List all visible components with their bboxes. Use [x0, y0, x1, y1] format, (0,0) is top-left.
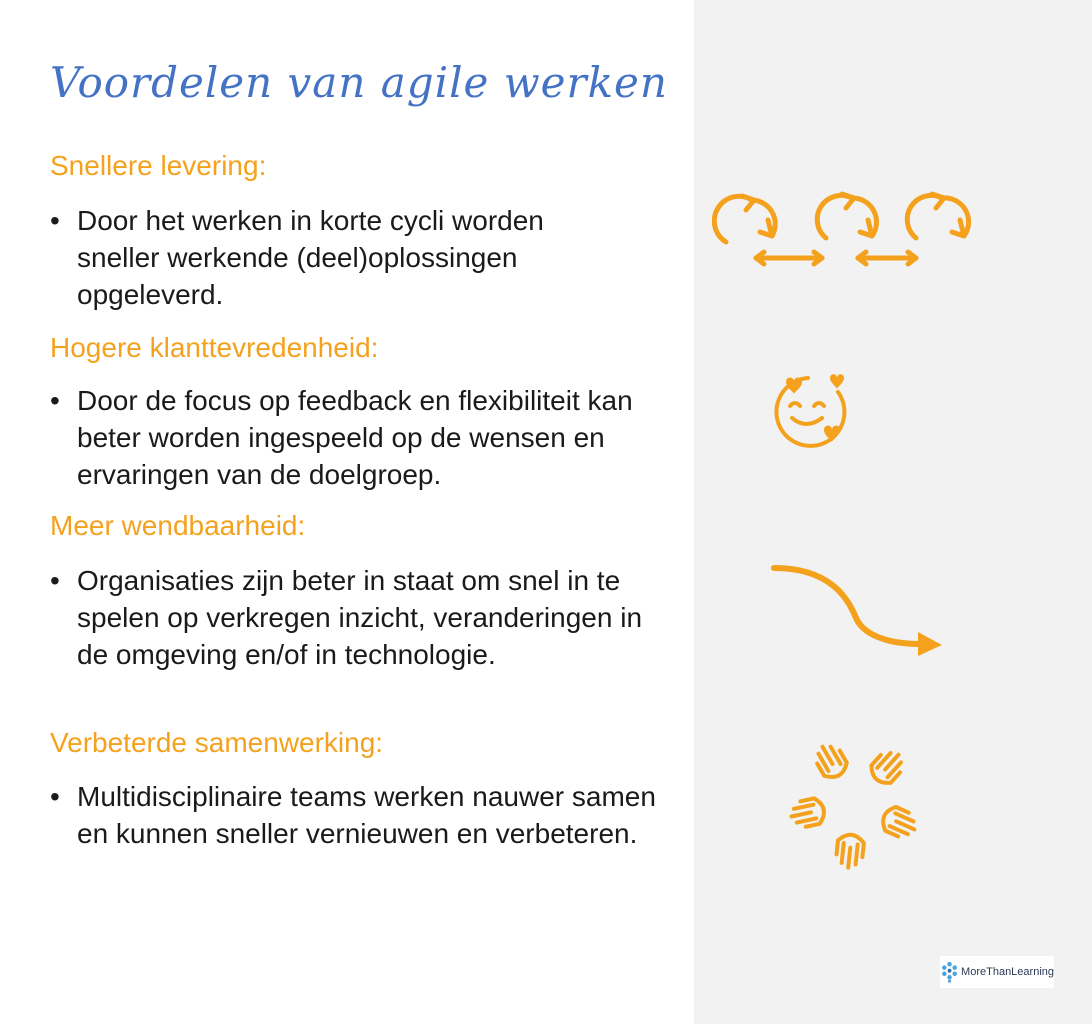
bullet-dot: • [50, 565, 60, 596]
section-heading-wendbaarheid: Meer wendbaarheid: [50, 510, 306, 541]
logo-text: MoreThanLearning [961, 966, 1054, 978]
section-heading-samenwerking: Verbeterde samenwerking: [50, 727, 384, 758]
bullet-text: Organisaties zijn beter in staat om snel in te spelen op verkregen inzicht, veranderingen in de omgeving en/of in technologie. [77, 565, 643, 670]
smiley-hearts-icon [768, 370, 858, 450]
bullet-dot: • [50, 205, 60, 236]
section-bullet-snellere-levering [50, 202, 670, 313]
section-bullet-klanttevredenheid [50, 382, 670, 493]
company-logo [940, 956, 1054, 988]
curved-arrow-icon [770, 558, 950, 658]
section-bullet-wendbaarheid [50, 562, 670, 673]
section-heading-klanttevredenheid: Hogere klanttevredenheid: [50, 332, 379, 363]
section-heading-snellere-levering: Snellere levering: [50, 150, 267, 181]
bullet-dot: • [50, 781, 60, 812]
hands-together-icon [780, 728, 930, 878]
bullet-dot: • [50, 385, 60, 416]
section-bullet-samenwerking [50, 778, 670, 852]
bullet-text: Door de focus op feedback en flexibiliteit kan beter worden ingespeeld op de wensen en ervaringen van de doelgroep. [77, 385, 633, 490]
bullet-text: Door het werken in korte cycli worden sneller werkende (deel)oplossingen opgeleverd. [77, 205, 544, 310]
flower-logo-icon [940, 959, 959, 985]
bullet-text: Multidisciplinaire teams werken nauwer samen en kunnen sneller vernieuwen en verbeteren. [77, 781, 656, 849]
slide-title: Voordelen van agile werken [50, 58, 668, 107]
cycles-icon [712, 190, 978, 270]
